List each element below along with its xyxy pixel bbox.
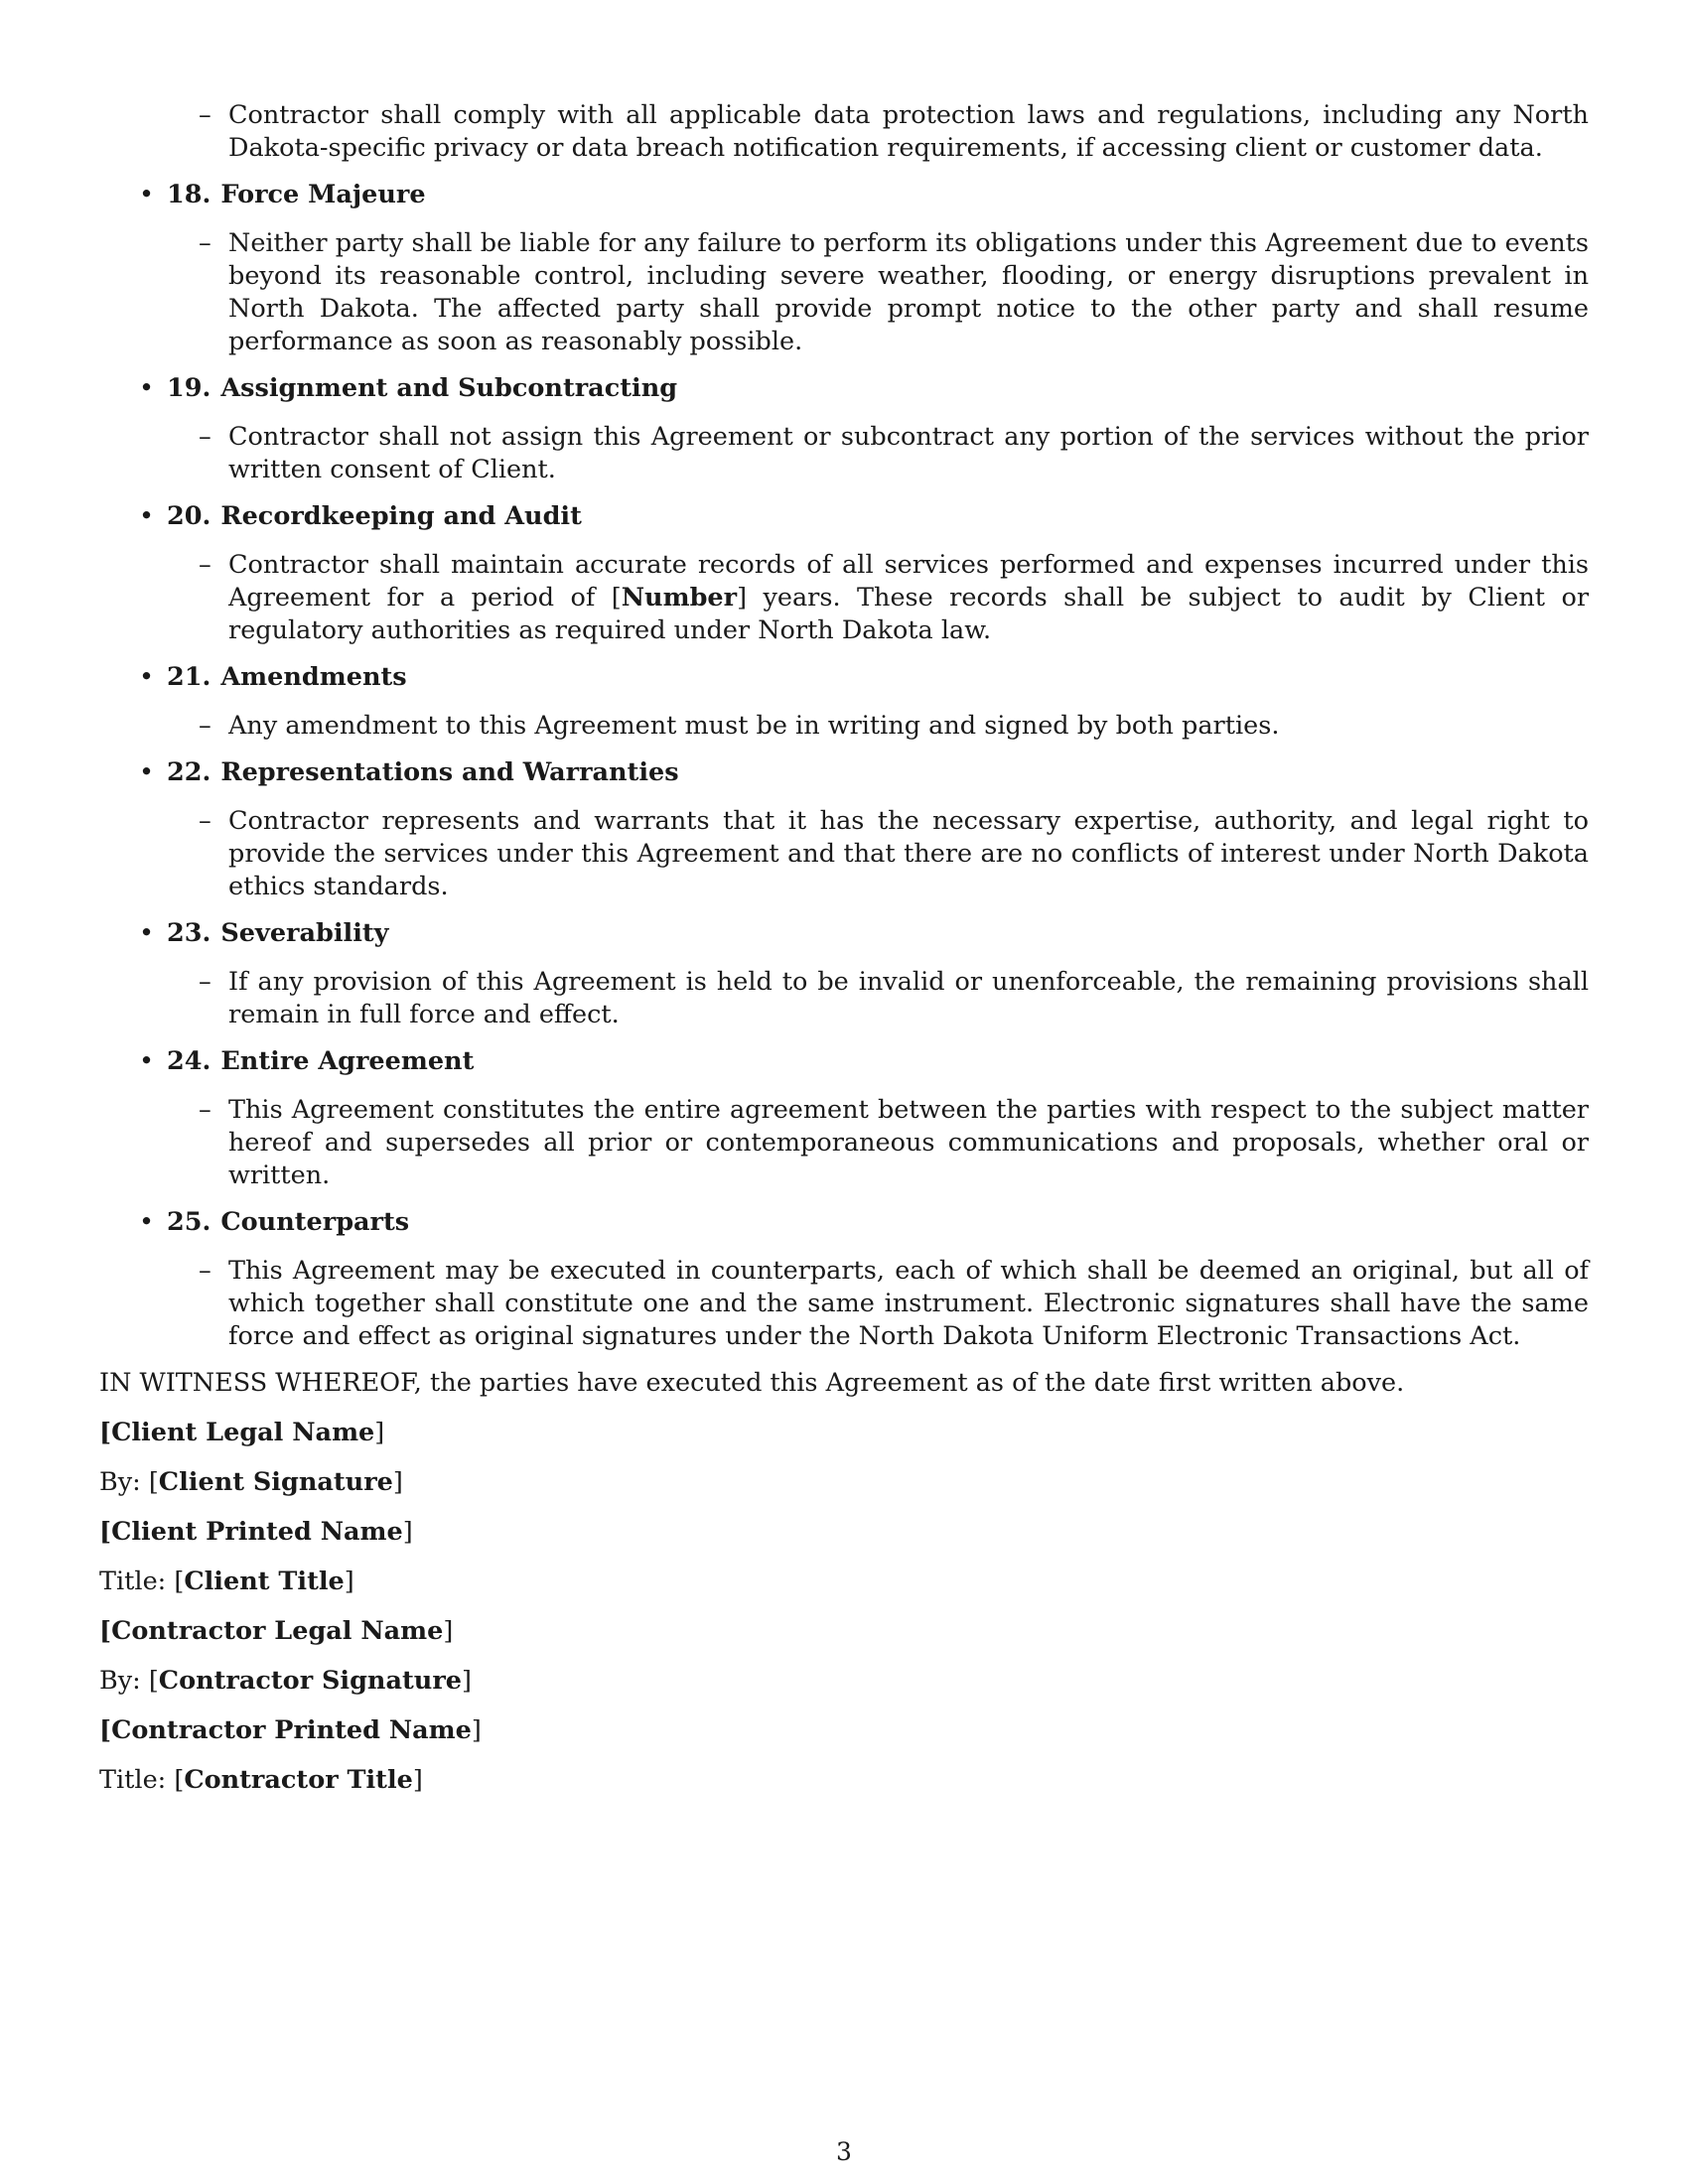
contractor-printed-name xyxy=(99,1714,1589,1747)
placeholder-text: Contractor Legal Name xyxy=(111,1616,444,1646)
placeholder-text: Contractor Printed Name xyxy=(111,1715,472,1745)
section-heading xyxy=(139,1206,1589,1239)
dash-marker: – xyxy=(199,422,211,452)
carryover-clause xyxy=(199,99,1589,165)
section-heading xyxy=(139,500,1589,533)
close-bracket: ] xyxy=(471,1715,482,1745)
dash-marker: – xyxy=(199,100,211,130)
clause-text: Neither party shall be liable for any failure to perform its obligations under this Agreement due to events beyond its reasonable control, including severe weather, flooding, or energy disruptions prevalent in North Dakota. The affected party shall provide prompt notice to the other party and shall resume performance as soon as reasonably possible. xyxy=(228,228,1589,356)
section-18-force-majeure xyxy=(99,179,1589,358)
client-legal-name xyxy=(99,1417,1589,1449)
page-number: 3 xyxy=(836,2137,852,2166)
signature-block xyxy=(99,1417,1589,1797)
close-bracket: ] xyxy=(443,1616,454,1646)
section-22-representations xyxy=(99,756,1589,903)
bullet-marker: • xyxy=(139,180,155,209)
section-25-counterparts xyxy=(99,1206,1589,1353)
open-bracket: [ xyxy=(99,1616,112,1646)
open-bracket: [ xyxy=(99,1517,112,1547)
section-heading xyxy=(139,372,1589,405)
section-number: 21. xyxy=(167,662,211,692)
section-number: 24. xyxy=(167,1046,211,1076)
section-title: Recordkeeping and Audit xyxy=(220,501,582,531)
close-bracket: ] xyxy=(344,1567,354,1596)
witness-statement: IN WITNESS WHEREOF, the parties have executed this Agreement as of the date first written above. xyxy=(99,1368,1405,1398)
clause-item xyxy=(199,549,1590,647)
bullet-marker: • xyxy=(139,373,155,403)
contractor-signature-line xyxy=(99,1665,1589,1698)
clause-item xyxy=(199,421,1589,486)
section-title: Severability xyxy=(220,918,389,948)
close-bracket: ] xyxy=(412,1765,423,1795)
close-bracket: ] xyxy=(392,1467,403,1497)
dash-marker: – xyxy=(199,228,211,258)
bullet-marker: • xyxy=(139,662,155,692)
section-title: Counterparts xyxy=(220,1207,410,1237)
section-23-severability xyxy=(99,917,1589,1031)
placeholder-text: Contractor Signature xyxy=(158,1666,462,1696)
document-body xyxy=(99,99,1589,1814)
dash-marker: – xyxy=(199,967,211,997)
clause-text: Contractor shall not assign this Agreement or subcontract any portion of the services without the prior written consent of Client. xyxy=(228,422,1589,484)
contractor-legal-name xyxy=(99,1615,1589,1648)
bullet-marker: • xyxy=(139,757,155,787)
open-bracket: [ xyxy=(148,1467,159,1497)
client-signature-line xyxy=(99,1466,1589,1499)
clause-item xyxy=(199,1094,1589,1192)
dash-marker: – xyxy=(199,711,211,741)
open-bracket: [ xyxy=(148,1666,159,1696)
bullet-marker: • xyxy=(139,501,155,531)
clause-item xyxy=(199,227,1589,358)
section-title: Amendments xyxy=(220,662,407,692)
clause-item xyxy=(199,1255,1589,1353)
dash-marker: – xyxy=(199,806,211,836)
clause-item xyxy=(199,966,1589,1031)
open-bracket: [ xyxy=(174,1765,185,1795)
clause-item xyxy=(199,805,1589,903)
clause-text-before: Contractor shall maintain accurate records of all services performed and expenses incurred under this Agreement for a period of [ xyxy=(228,550,1589,613)
number-placeholder: Number xyxy=(621,583,738,613)
clause-text: This Agreement constitutes the entire agreement between the parties with respect to the subject matter hereof and supersedes all prior or contemporaneous communications and proposals, whether oral or written. xyxy=(228,1095,1589,1190)
clause-item xyxy=(199,710,1589,743)
close-bracket: ] xyxy=(374,1418,385,1447)
section-number: 25. xyxy=(167,1207,211,1237)
section-heading xyxy=(139,917,1589,950)
dash-marker: – xyxy=(199,550,211,580)
section-heading xyxy=(139,179,1589,211)
section-number: 19. xyxy=(167,373,211,403)
dash-marker: – xyxy=(199,1256,211,1286)
clause-text: Any amendment to this Agreement must be in writing and signed by both parties. xyxy=(228,711,1280,741)
section-20-recordkeeping xyxy=(99,500,1589,647)
dash-marker: – xyxy=(199,1095,211,1125)
bullet-marker: • xyxy=(139,1046,155,1076)
by-label: By: xyxy=(99,1666,149,1696)
section-title: Representations and Warranties xyxy=(220,757,679,787)
open-bracket: [ xyxy=(99,1418,112,1447)
placeholder-text: Client Legal Name xyxy=(111,1418,375,1447)
placeholder-text: Client Printed Name xyxy=(111,1517,403,1547)
placeholder-text: Contractor Title xyxy=(184,1765,413,1795)
clause-text: This Agreement may be executed in counterparts, each of which shall be deemed an original, but all of which together shall constitute one and the same instrument. Electronic signatures shall have the same force and effect as original signatures under the North Dakota Uniform Electronic Transactions Act. xyxy=(228,1256,1589,1351)
section-title: Entire Agreement xyxy=(220,1046,475,1076)
placeholder-text: Client Signature xyxy=(158,1467,393,1497)
section-24-entire-agreement xyxy=(99,1045,1589,1192)
clause-text: If any provision of this Agreement is held to be invalid or unenforceable, the remaining provisions shall remain in full force and effect. xyxy=(228,967,1589,1029)
section-title: Assignment and Subcontracting xyxy=(220,373,678,403)
by-label: By: xyxy=(99,1467,149,1497)
section-19-assignment xyxy=(99,372,1589,486)
close-bracket: ] xyxy=(461,1666,472,1696)
section-number: 23. xyxy=(167,918,211,948)
placeholder-text: Client Title xyxy=(184,1567,345,1596)
section-number: 22. xyxy=(167,757,211,787)
section-heading xyxy=(139,756,1589,789)
bullet-marker: • xyxy=(139,1207,155,1237)
client-title-line xyxy=(99,1566,1589,1598)
clause-text: Contractor shall comply with all applicable data protection laws and regulations, including any North Dakota-specific privacy or data breach notification requirements, if accessing client or customer data. xyxy=(228,100,1589,163)
section-21-amendments xyxy=(99,661,1589,743)
section-title: Force Majeure xyxy=(220,180,426,209)
open-bracket: [ xyxy=(174,1567,185,1596)
section-heading xyxy=(139,661,1589,694)
clause-text: Contractor represents and warrants that it has the necessary expertise, authority, and legal right to provide the services under this Agreement and that there are no conflicts of interest under North Dakota ethics standards. xyxy=(228,806,1589,901)
title-label: Title: xyxy=(99,1567,175,1596)
title-label: Title: xyxy=(99,1765,175,1795)
open-bracket: [ xyxy=(99,1715,112,1745)
client-printed-name xyxy=(99,1516,1589,1549)
clause-text-after: ] years. These records shall be subject to audit by Client or regulatory authorities as required under North Dakota law. xyxy=(228,583,1590,645)
section-number: 18. xyxy=(167,180,211,209)
contractor-title-line xyxy=(99,1764,1589,1797)
close-bracket: ] xyxy=(402,1517,413,1547)
section-number: 20. xyxy=(167,501,211,531)
section-heading xyxy=(139,1045,1589,1078)
bullet-marker: • xyxy=(139,918,155,948)
